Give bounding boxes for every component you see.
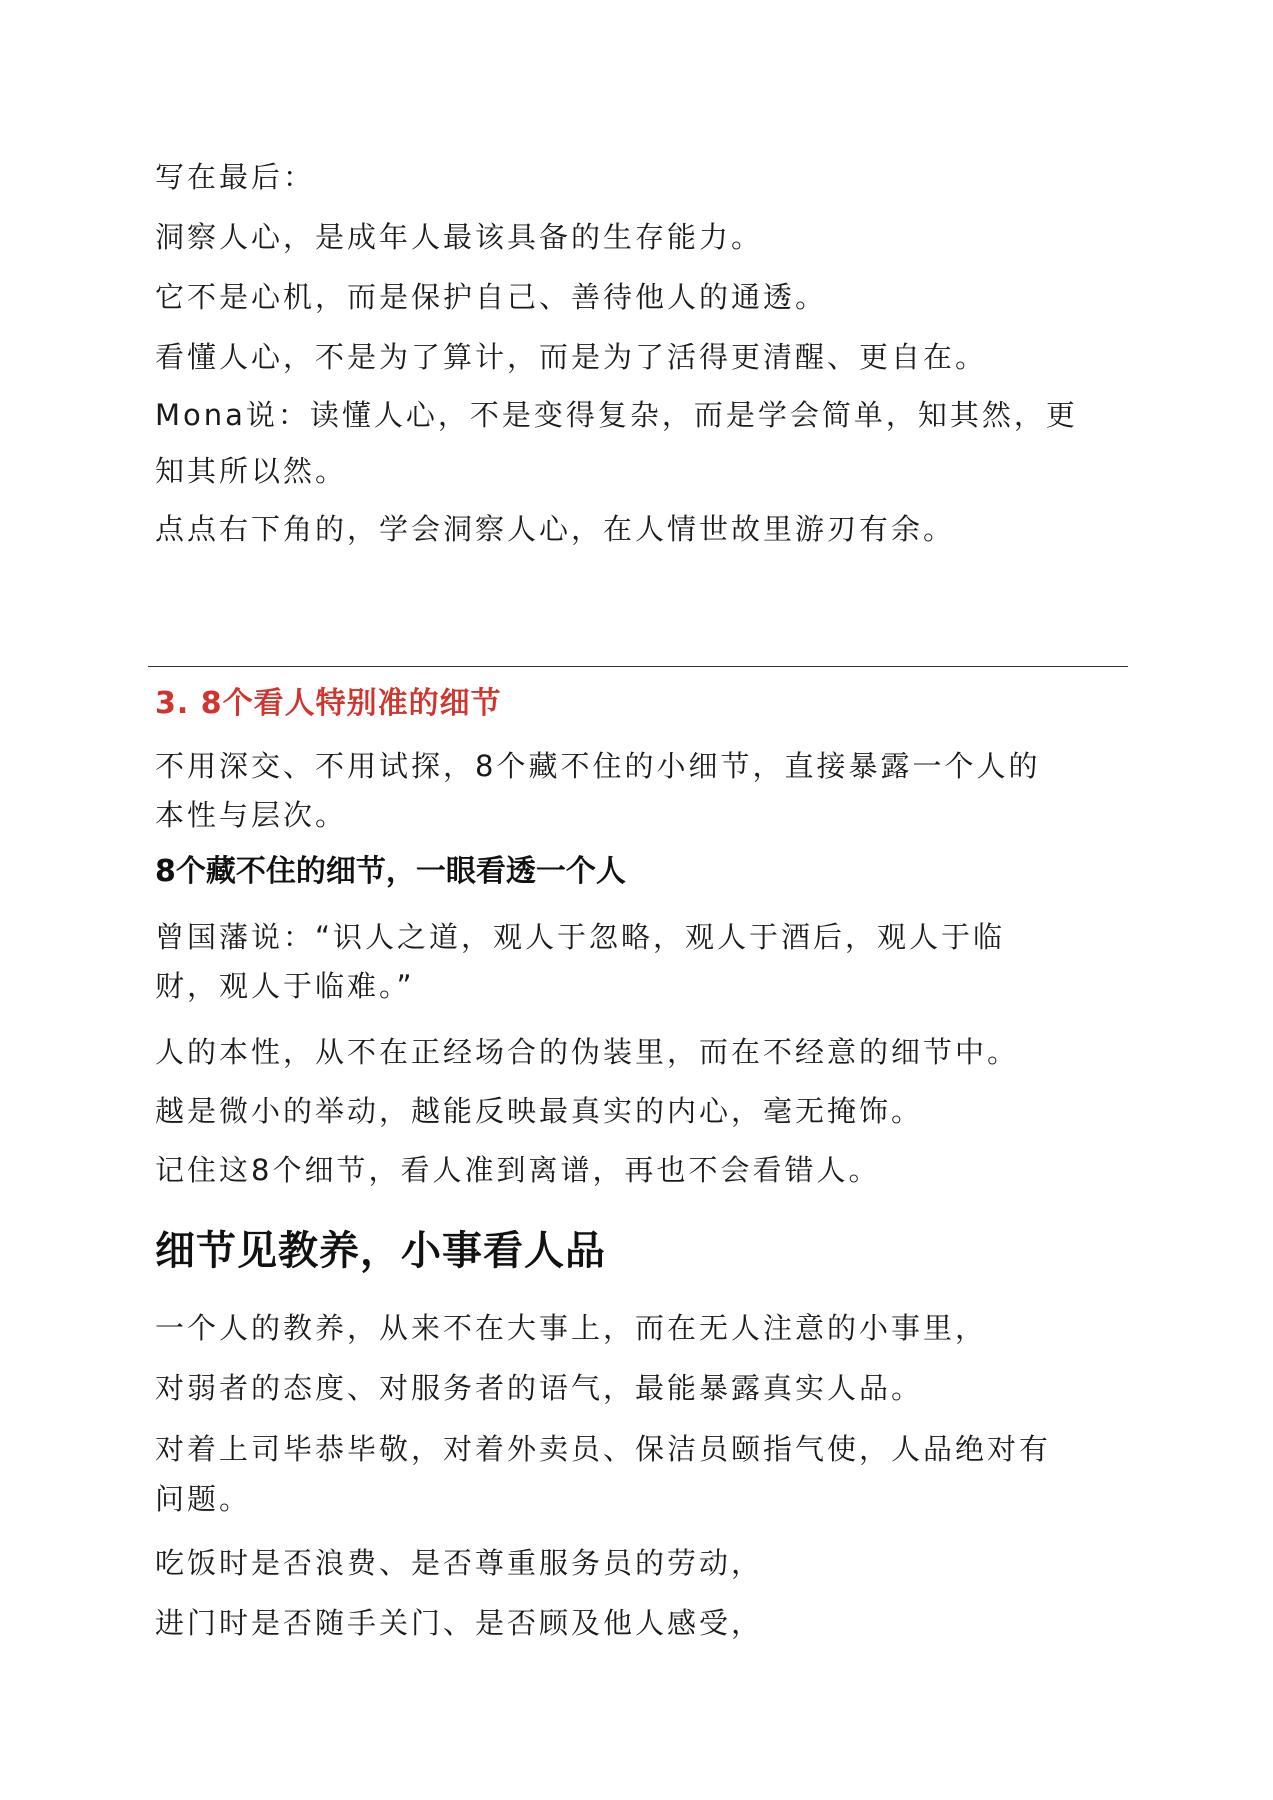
section-divider [148,666,1128,667]
section-title: 3. 8个看人特别准的细节 [155,686,502,721]
closing-line: 看懂人心，不是为了算计，而是为了活得更清醒、更自在。 [155,340,988,374]
intro-line: 本性与层次。 [155,798,348,832]
detail-line: 进门时是否随手关门、是否顾及他人感受， [155,1606,764,1640]
detail-line: 问题。 [155,1482,252,1516]
detail-line: 对弱者的态度、对服务者的语气，最能暴露真实人品。 [155,1371,924,1405]
closing-line: 它不是心机，而是保护自己、善待他人的通透。 [155,280,828,314]
body-line: 记住这8个细节，看人准到离谱，再也不会看错人。 [155,1153,881,1187]
detail-line: 对着上司毕恭毕敬，对着外卖员、保洁员颐指气使，人品绝对有 [155,1432,1052,1466]
detail-heading: 细节见教养，小事看人品 [155,1228,606,1274]
closing-heading: 写在最后： [155,160,316,194]
closing-line: 知其所以然。 [155,454,348,488]
closing-line: 点点右下角的，学会洞察人心，在人情世故里游刃有余。 [155,512,956,546]
section-subheading: 8个藏不住的细节，一眼看透一个人 [155,854,626,889]
body-line: 财，观人于临难。” [155,969,415,1003]
intro-line: 不用深交、不用试探，8个藏不住的小细节，直接暴露一个人的 [155,749,1041,783]
body-line: 曾国藩说：“识人之道，观人于忽略，观人于酒后，观人于临 [155,920,1006,954]
detail-line: 一个人的教养，从来不在大事上，而在无人注意的小事里， [155,1311,988,1345]
closing-line: Mona说：读懂人心，不是变得复杂，而是学会简单，知其然，更 [155,398,1078,432]
body-line: 人的本性，从不在正经场合的伪装里，而在不经意的细节中。 [155,1035,1020,1069]
body-line: 越是微小的举动，越能反映最真实的内心，毫无掩饰。 [155,1094,924,1128]
detail-line: 吃饭时是否浪费、是否尊重服务员的劳动， [155,1546,764,1580]
closing-line: 洞察人心，是成年人最该具备的生存能力。 [155,220,764,254]
